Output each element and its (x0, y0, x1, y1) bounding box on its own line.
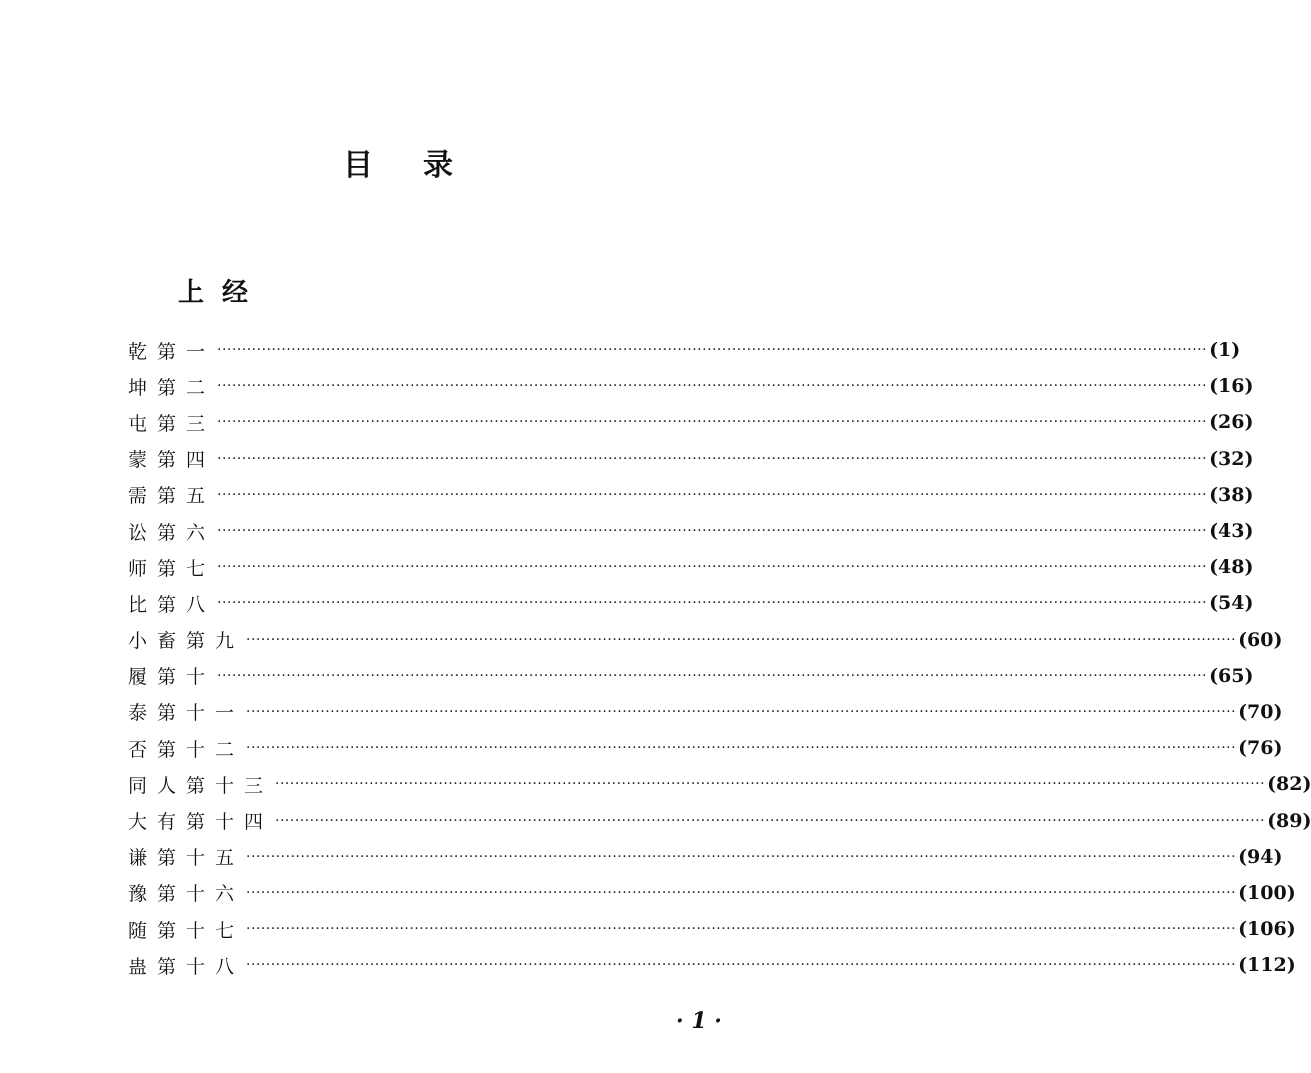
dot-leader: ········································································································································································································ (217, 667, 1208, 684)
toc-entry-name: 屯第三 (128, 412, 216, 435)
dot-leader: ········································································································································································································ (246, 703, 1237, 720)
toc-entry-name: 谦第十五 (128, 847, 245, 870)
dot-leader: ········································································································································································································ (217, 378, 1208, 395)
toc-entry-page: (60) (1238, 628, 1283, 651)
dot-leader: ········································································································································································································ (275, 776, 1266, 793)
toc-entry[interactable] (128, 404, 1254, 440)
toc-entry-name: 讼第六 (128, 521, 216, 544)
toc-entry-page: (32) (1209, 447, 1254, 470)
dot-leader: ········································································································································································································ (246, 957, 1237, 974)
toc-entry-name: 随第十七 (128, 919, 245, 942)
toc-entry[interactable] (128, 441, 1254, 477)
toc-entry-name: 蒙第四 (128, 449, 216, 472)
dot-leader: ········································································································································································································ (217, 414, 1208, 431)
toc-entry-page: (38) (1209, 483, 1254, 506)
toc-entry[interactable] (128, 332, 1241, 368)
toc-entry[interactable] (128, 911, 1296, 947)
dot-leader: ········································································································································································································ (246, 740, 1237, 757)
toc-entry-page: (94) (1238, 845, 1283, 868)
toc-entry-page: (76) (1238, 737, 1283, 760)
toc-entry-page: (70) (1238, 700, 1283, 723)
toc-entry[interactable] (128, 549, 1254, 585)
dot-leader: ········································································································································································································ (246, 848, 1237, 865)
toc-entry-name: 乾第一 (128, 340, 216, 363)
dot-leader: ········································································································································································································ (217, 595, 1208, 612)
toc-entry-name: 师第七 (128, 557, 216, 580)
dot-leader: ········································································································································································································ (217, 342, 1208, 359)
table-of-contents (128, 332, 1311, 983)
toc-entry-page: (82) (1267, 773, 1311, 796)
toc-entry-name: 同人第十三 (128, 774, 274, 797)
dot-leader: ········································································································································································································ (246, 921, 1237, 938)
toc-entry-name: 蛊第十八 (128, 955, 245, 978)
section-heading: 上经 (178, 278, 267, 308)
toc-entry-name: 坤第二 (128, 376, 216, 399)
toc-entry-page: (26) (1209, 411, 1254, 434)
toc-entry-page: (54) (1209, 592, 1254, 615)
toc-entry[interactable] (128, 658, 1254, 694)
toc-entry[interactable] (128, 513, 1254, 549)
toc-entry[interactable] (128, 694, 1283, 730)
toc-entry-name: 履第十 (128, 666, 216, 689)
toc-entry-name: 豫第十六 (128, 883, 245, 906)
toc-entry-page: (89) (1267, 809, 1311, 832)
dot-leader: ········································································································································································································ (217, 523, 1208, 540)
toc-entry-page: (100) (1238, 881, 1296, 904)
toc-entry-page: (112) (1238, 954, 1296, 977)
toc-entry-name: 小畜第九 (128, 630, 245, 653)
page-number: · 1 · (676, 1008, 722, 1034)
toc-entry[interactable] (128, 947, 1296, 983)
toc-entry[interactable] (128, 368, 1254, 404)
toc-entry-name: 否第十二 (128, 738, 245, 761)
dot-leader: ········································································································································································································ (246, 631, 1237, 648)
toc-entry-name: 需第五 (128, 485, 216, 508)
toc-entry[interactable] (128, 622, 1283, 658)
toc-entry-name: 比第八 (128, 593, 216, 616)
toc-entry-page: (43) (1209, 520, 1254, 543)
dot-leader: ········································································································································································································ (275, 812, 1266, 829)
toc-entry-page: (1) (1209, 339, 1241, 362)
dot-leader: ········································································································································································································ (217, 559, 1208, 576)
toc-entry-name: 大有第十四 (128, 811, 274, 834)
toc-entry[interactable] (128, 730, 1283, 766)
toc-entry[interactable] (128, 585, 1254, 621)
toc-entry[interactable] (128, 875, 1296, 911)
page-title: 目录 (343, 148, 503, 183)
toc-entry[interactable] (128, 766, 1311, 802)
dot-leader: ········································································································································································································ (246, 884, 1237, 901)
toc-entry[interactable] (128, 477, 1254, 513)
toc-entry-page: (106) (1238, 918, 1296, 941)
dot-leader: ········································································································································································································ (217, 450, 1208, 467)
toc-entry-name: 泰第十一 (128, 702, 245, 725)
toc-entry-page: (16) (1209, 375, 1254, 398)
toc-entry[interactable] (128, 839, 1283, 875)
toc-entry-page: (48) (1209, 556, 1254, 579)
toc-entry-page: (65) (1209, 664, 1254, 687)
dot-leader: ········································································································································································································ (217, 486, 1208, 503)
toc-entry[interactable] (128, 802, 1311, 838)
